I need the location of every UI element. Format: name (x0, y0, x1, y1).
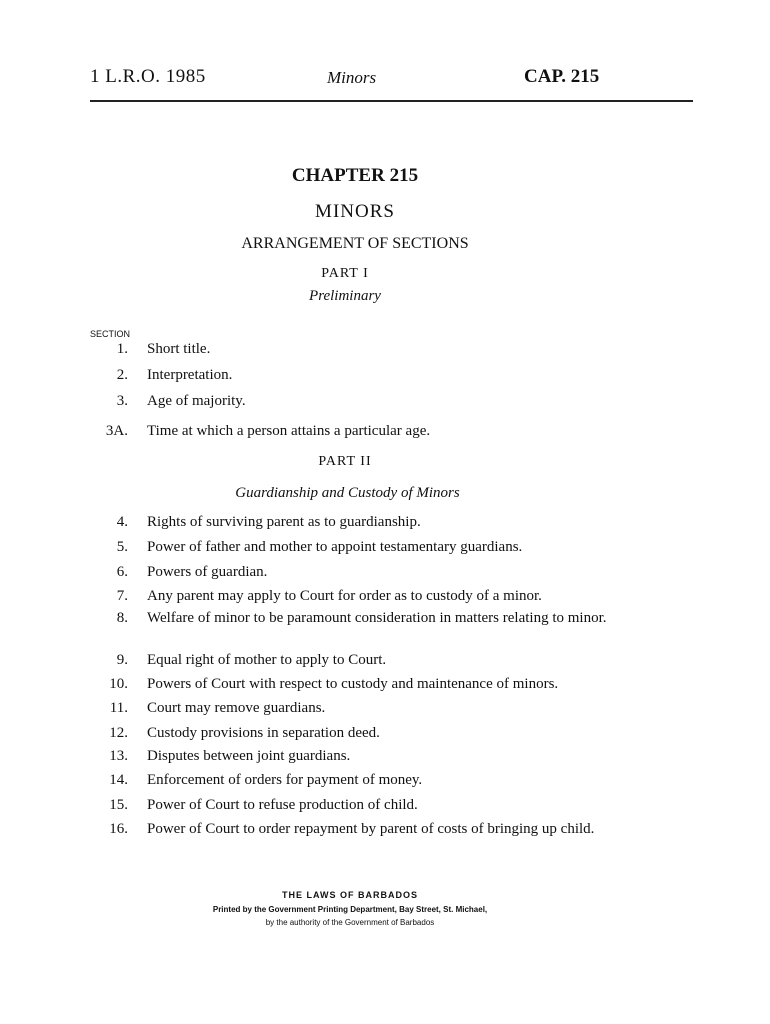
section-title: Equal right of mother to apply to Court. (147, 652, 387, 668)
section-title: Age of majority. (147, 393, 246, 409)
section-title: Enforcement of orders for payment of money. (147, 772, 423, 788)
section-number: 4. (116, 514, 128, 530)
act-name: MINORS (315, 201, 395, 222)
section-number: 3. (116, 393, 128, 409)
section-title: Time at which a person attains a particular age. (147, 423, 431, 439)
section-column-label: SECTION (90, 329, 131, 339)
section-title: Powers of Court with respect to custody and maintenance of minors. (147, 676, 559, 692)
section-number: 7. (116, 588, 128, 604)
section-number: 10. (109, 676, 128, 692)
section-title: Court may remove guardians. (147, 700, 326, 716)
section-number: 11. (109, 700, 128, 716)
section-number: 15. (109, 797, 128, 813)
header-left: 1 L.R.O. 1985 (90, 66, 206, 87)
footer-authority: by the authority of the Government of Barbados (265, 918, 435, 927)
arrangement-heading: ARRANGEMENT OF SECTIONS (241, 235, 469, 252)
section-number: 5. (116, 539, 128, 555)
section-title: Power of father and mother to appoint testamentary guardians. (147, 539, 523, 555)
header-right: CAP. 215 (524, 66, 600, 87)
section-title: Custody provisions in separation deed. (147, 725, 380, 741)
section-number: 9. (116, 652, 128, 668)
section-title: Disputes between joint guardians. (147, 748, 351, 764)
section-title: Interpretation. (147, 367, 233, 383)
section-title: Welfare of minor to be paramount consideration in matters relating to minor. (147, 610, 607, 626)
section-title: Power of Court to order repayment by parent of costs of bringing up child. (147, 821, 595, 837)
footer-printer: Printed by the Government Printing Department, Bay Street, St. Michael, (212, 905, 488, 914)
section-number: 6. (116, 564, 128, 580)
section-title: Rights of surviving parent as to guardianship. (147, 514, 421, 530)
footer-title: THE LAWS OF BARBADOS (282, 890, 418, 900)
chapter-title: CHAPTER 215 (291, 165, 419, 186)
part2-label: PART II (318, 454, 372, 469)
section-number: 3A. (105, 423, 128, 439)
section-title: Short title. (147, 341, 211, 357)
section-number: 13. (109, 748, 128, 764)
section-number: 2. (116, 367, 128, 383)
header-rule (90, 100, 693, 102)
section-title: Any parent may apply to Court for order as to custody of a minor. (147, 588, 542, 604)
section-number: 8. (116, 610, 128, 626)
section-number: 16. (109, 821, 128, 837)
header-center: Minors (327, 68, 377, 87)
section-title: Power of Court to refuse production of child. (147, 797, 418, 813)
part2-subtitle: Guardianship and Custody of Minors (235, 485, 460, 501)
part1-subtitle: Preliminary (309, 288, 381, 304)
section-number: 1. (116, 341, 128, 357)
section-number: 12. (109, 725, 128, 741)
part1-label: PART I (321, 266, 369, 281)
section-title: Powers of guardian. (147, 564, 268, 580)
section-number: 14. (109, 772, 128, 788)
